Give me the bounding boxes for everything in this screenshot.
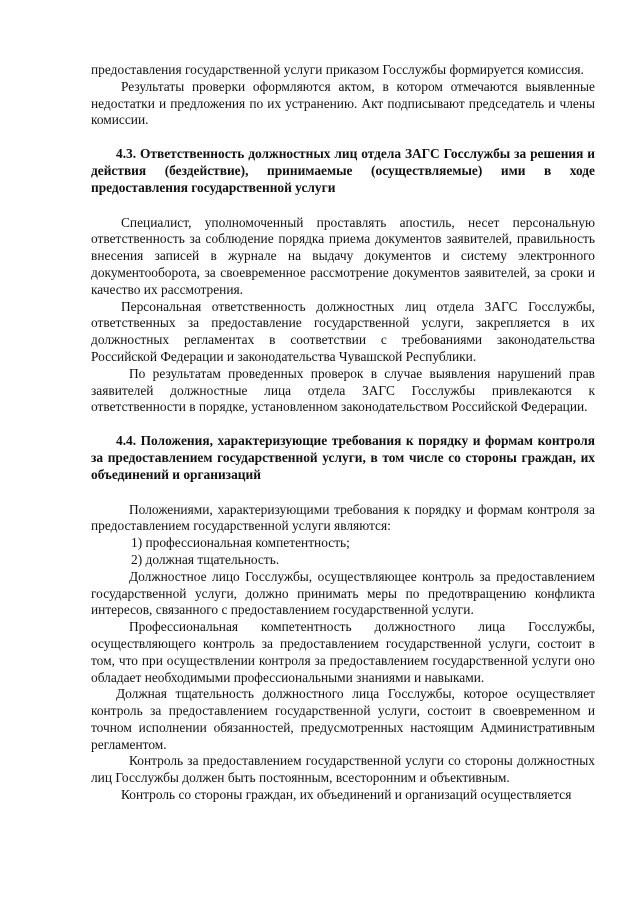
spacer — [91, 416, 595, 433]
paragraph-commission: предоставления государственной услуги приказом Госслужбы формируется комиссия. — [91, 62, 584, 77]
section-heading-4-3: 4.3. Ответственность должностных лиц отдела ЗАГС Госслужбы за решения и действия (бездействие), принимаемые (осуществляемые) ими в ходе предоставления государственной услуги — [91, 146, 595, 195]
spacer — [91, 129, 595, 146]
paragraph-inspection-results: Результаты проверки оформляются актом, в котором отмечаются выявленные недостатки и предложения по их устранению. Акт подписывают председатель и члены комиссии. — [91, 78, 595, 128]
paragraph-specialist-responsibility: Специалист, уполномоченный проставлять апостиль, несет персональную ответственность за соблюдение порядка приема документов заявителей, правильность внесения записей в журнале на выдачу документов и систему электронного документооборота, за своевременное рассмотрение документов заявителей, за сроки и качество их рассмотрения. — [91, 214, 595, 297]
paragraph-continuous-control: Контроль за предоставлением государственной услуги со стороны должностных лиц Госслужбы должен быть постоянным, всесторонним и объективным. — [91, 753, 595, 786]
section-heading-4-4: 4.4. Положения, характеризующие требования к порядку и формам контроля за предоставлением государственной услуги, в том числе со стороны граждан, их объединений и организаций — [91, 433, 595, 482]
list-item-diligence: 2) должная тщательность. — [131, 551, 280, 567]
list-item-competence: 1) профессиональная компетентность; — [131, 535, 350, 551]
paragraph-due-diligence: Должная тщательность должностного лица Госслужбы, которое осуществляет контроль за предоставлением государственной услуги, состоит в своевременном и точном исполнении обязанностей, предусмотренных настоящим Административным регламентом. — [91, 686, 595, 752]
paragraph-professional-competence: Профессиональная компетентность должностного лица Госслужбы, осуществляющего контроль за предоставлением государственной услуги, состоит в том, что при осуществлении контроля за предоставлением государственной услуги оно обладает необходимыми профессиональными знаниями и навыками. — [91, 619, 595, 685]
paragraph-citizen-control: Контроль со стороны граждан, их объединений и организаций осуществляется — [121, 787, 572, 803]
paragraph-personal-responsibility: Персональная ответственность должностных лиц отдела ЗАГС Госслужбы, ответственных за предоставление государственной услуги, закрепляется в их должностных регламентах в соответствии с требованиями законодательства Российской Федерации и законодательства Чувашской Республики. — [91, 298, 595, 364]
paragraph-violation-results: По результатам проведенных проверок в случае выявления нарушений прав заявителей должностные лица отдела ЗАГС Госслужбы привлекаются к ответственности в порядке, установленном законодательством Российской Федерации. — [91, 365, 595, 415]
spacer — [91, 197, 595, 215]
spacer — [91, 484, 595, 502]
paragraph-control-requirements: Положениями, характеризующими требования к порядку и формам контроля за предоставлением государственной услуги являются: — [91, 501, 595, 534]
paragraph-conflict-of-interest: Должностное лицо Госслужбы, осуществляющее контроль за предоставлением государственной услуги, должно принимать меры по предотвращению конфликта интересов, связанного с предоставлением государственной услуги. — [91, 568, 595, 618]
